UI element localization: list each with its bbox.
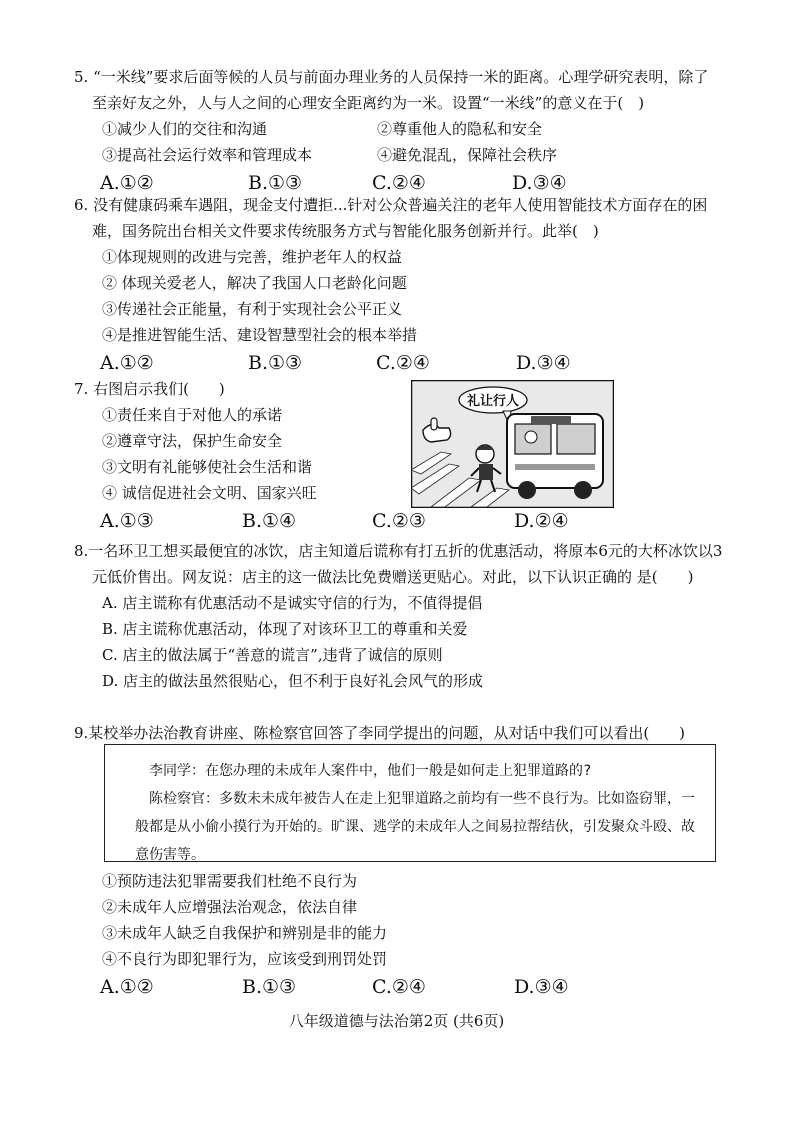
question-8-option-d[interactable]: D. 店主的做法虽然很贴心，但不利于良好礼会风气的形成 [102,672,484,690]
question-7-option-4: ④ 诚信促进社会文明、国家兴旺 [102,484,317,502]
question-7-choice-b[interactable]: B.①④ [242,510,297,532]
question-5-choice-b[interactable]: B.①③ [248,172,303,194]
question-9-choice-b[interactable]: B.①③ [242,976,297,998]
question-8-stem: 8.一名环卫工想买最便宜的冰饮，店主知道后谎称有打五折的优惠活动，将原本6元的大杯冰饮以3元低价售出。网友说：店主的这一做法比免费赠送更贴心。对此，以下认识正确的 是( ) [74,542,723,586]
question-6-option-1: ①体现规则的改进与完善，维护老年人的权益 [102,248,403,266]
question-8-option-b[interactable]: B. 店主谎称优惠活动，体现了对该环卫工的尊重和关爱 [102,620,468,638]
question-8 [74,538,723,694]
question-6-choice-a[interactable]: A.①② [100,352,154,374]
question-9-stem: 9.某校举办法治教育讲座、陈检察官回答了李同学提出的问题，从对话中我们可以看出( ) [74,724,686,742]
question-9-option-3: ③未成年人缺乏自我保护和辨别是非的能力 [102,924,388,942]
question-9-dialog-box [104,744,716,862]
question-7-choice-c[interactable]: C.②③ [372,510,426,532]
question-5-option-2: ②尊重他人的隐私和安全 [377,120,543,138]
question-8-option-a[interactable]: A. 店主谎称有优惠活动不是诚实守信的行为，不值得提倡 [102,594,483,612]
question-5-options-row2 [74,142,723,168]
question-6-stem: 6. 没有健康码乘车遇阻，现金支付遭拒...针对公众普遍关注的老年人使用智能技术方面存在的困难，国务院出台相关文件要求传统服务方式与智能化服务创新并行。此举( ) [74,196,708,240]
question-6-choices [74,349,723,377]
question-9-choice-d[interactable]: D.③④ [514,976,569,998]
cartoon-illustration-icon [411,380,614,508]
question-6-option-3: ③传递社会正能量，有利于实现社会公平正义 [102,300,403,318]
question-5-choice-a[interactable]: A.①② [100,172,154,194]
question-9-option-1: ①预防违法犯罪需要我们杜绝不良行为 [102,872,358,890]
question-5-option-3: ③提高社会运行效率和管理成本 [102,146,313,164]
question-9 [74,720,723,746]
question-5-choice-c[interactable]: C.②④ [372,172,426,194]
question-6-choice-d[interactable]: D.③④ [516,352,571,374]
question-7-stem: 7. 右图启示我们( ) [74,380,225,398]
question-6-choice-b[interactable]: B.①③ [248,352,303,374]
question-7-choices-wrap [74,506,723,535]
question-9-option-2: ②未成年人应增强法治观念，依法自律 [102,898,358,916]
question-5-stem: 5. “一米线”要求后面等候的人员与前面办理业务的人员保持一米的距离。心理学研究表明，除了至亲好友之外，人与人之间的心理安全距离约为一米。设置“一米线”的意义在于( ) [74,68,709,112]
cartoon-caption: 礼让行人 [466,394,520,409]
question-7-option-2: ②遵章守法，保护生命安全 [102,432,283,450]
question-7-option-3: ③文明有礼能够使社会生活和谐 [102,458,313,476]
question-5-option-1: ①减少人们的交往和沟通 [102,120,268,138]
question-8-option-c[interactable]: C. 店主的做法属于“善意的谎言”,违背了诚信的原则 [102,646,443,664]
page-footer: 八年级道德与法治第2页 (共6页) [288,1012,505,1030]
question-5-option-4: ④避免混乱，保障社会秩序 [377,146,558,164]
question-5-options-row1 [74,116,723,142]
question-7-choices [74,507,723,535]
question-7 [74,376,403,506]
question-9-choices [74,973,723,1001]
question-7-choice-a[interactable]: A.①③ [100,510,154,532]
question-6-option-4: ④是推进智能生活、建设智慧型社会的根本举措 [102,326,418,344]
question-9-option-4: ④不良行为即犯罪行为，应该受到刑罚处罚 [102,950,388,968]
question-6-choice-c[interactable]: C.②④ [376,352,430,374]
question-5-choice-d[interactable]: D.③④ [512,172,567,194]
question-5 [74,64,723,197]
question-6 [74,192,723,377]
question-7-choice-d[interactable]: D.②④ [514,510,569,532]
question-7-option-1: ①责任来自于对他人的承诺 [102,406,283,424]
question-9-choice-c[interactable]: C.②④ [372,976,426,998]
question-9-dialog-student: 李同学：在您办理的未成年人案件中，他们一般是如何走上犯罪道路的? [149,763,592,779]
question-9-options [74,868,723,1001]
question-9-choice-a[interactable]: A.①② [100,976,154,998]
question-9-dialog-prosecutor: 陈检察官：多数未未成年被告人在走上犯罪道路之前均有一些不良行为。比如盗窃罪，一般都是从小偷小摸行为开始的。旷课、逃学的未成年人之间易拉帮结伙，引发聚众斗殴、故意伤害等。 [135,791,695,863]
question-6-option-2: ② 体现关爱老人，解决了我国人口老龄化问题 [102,274,407,292]
